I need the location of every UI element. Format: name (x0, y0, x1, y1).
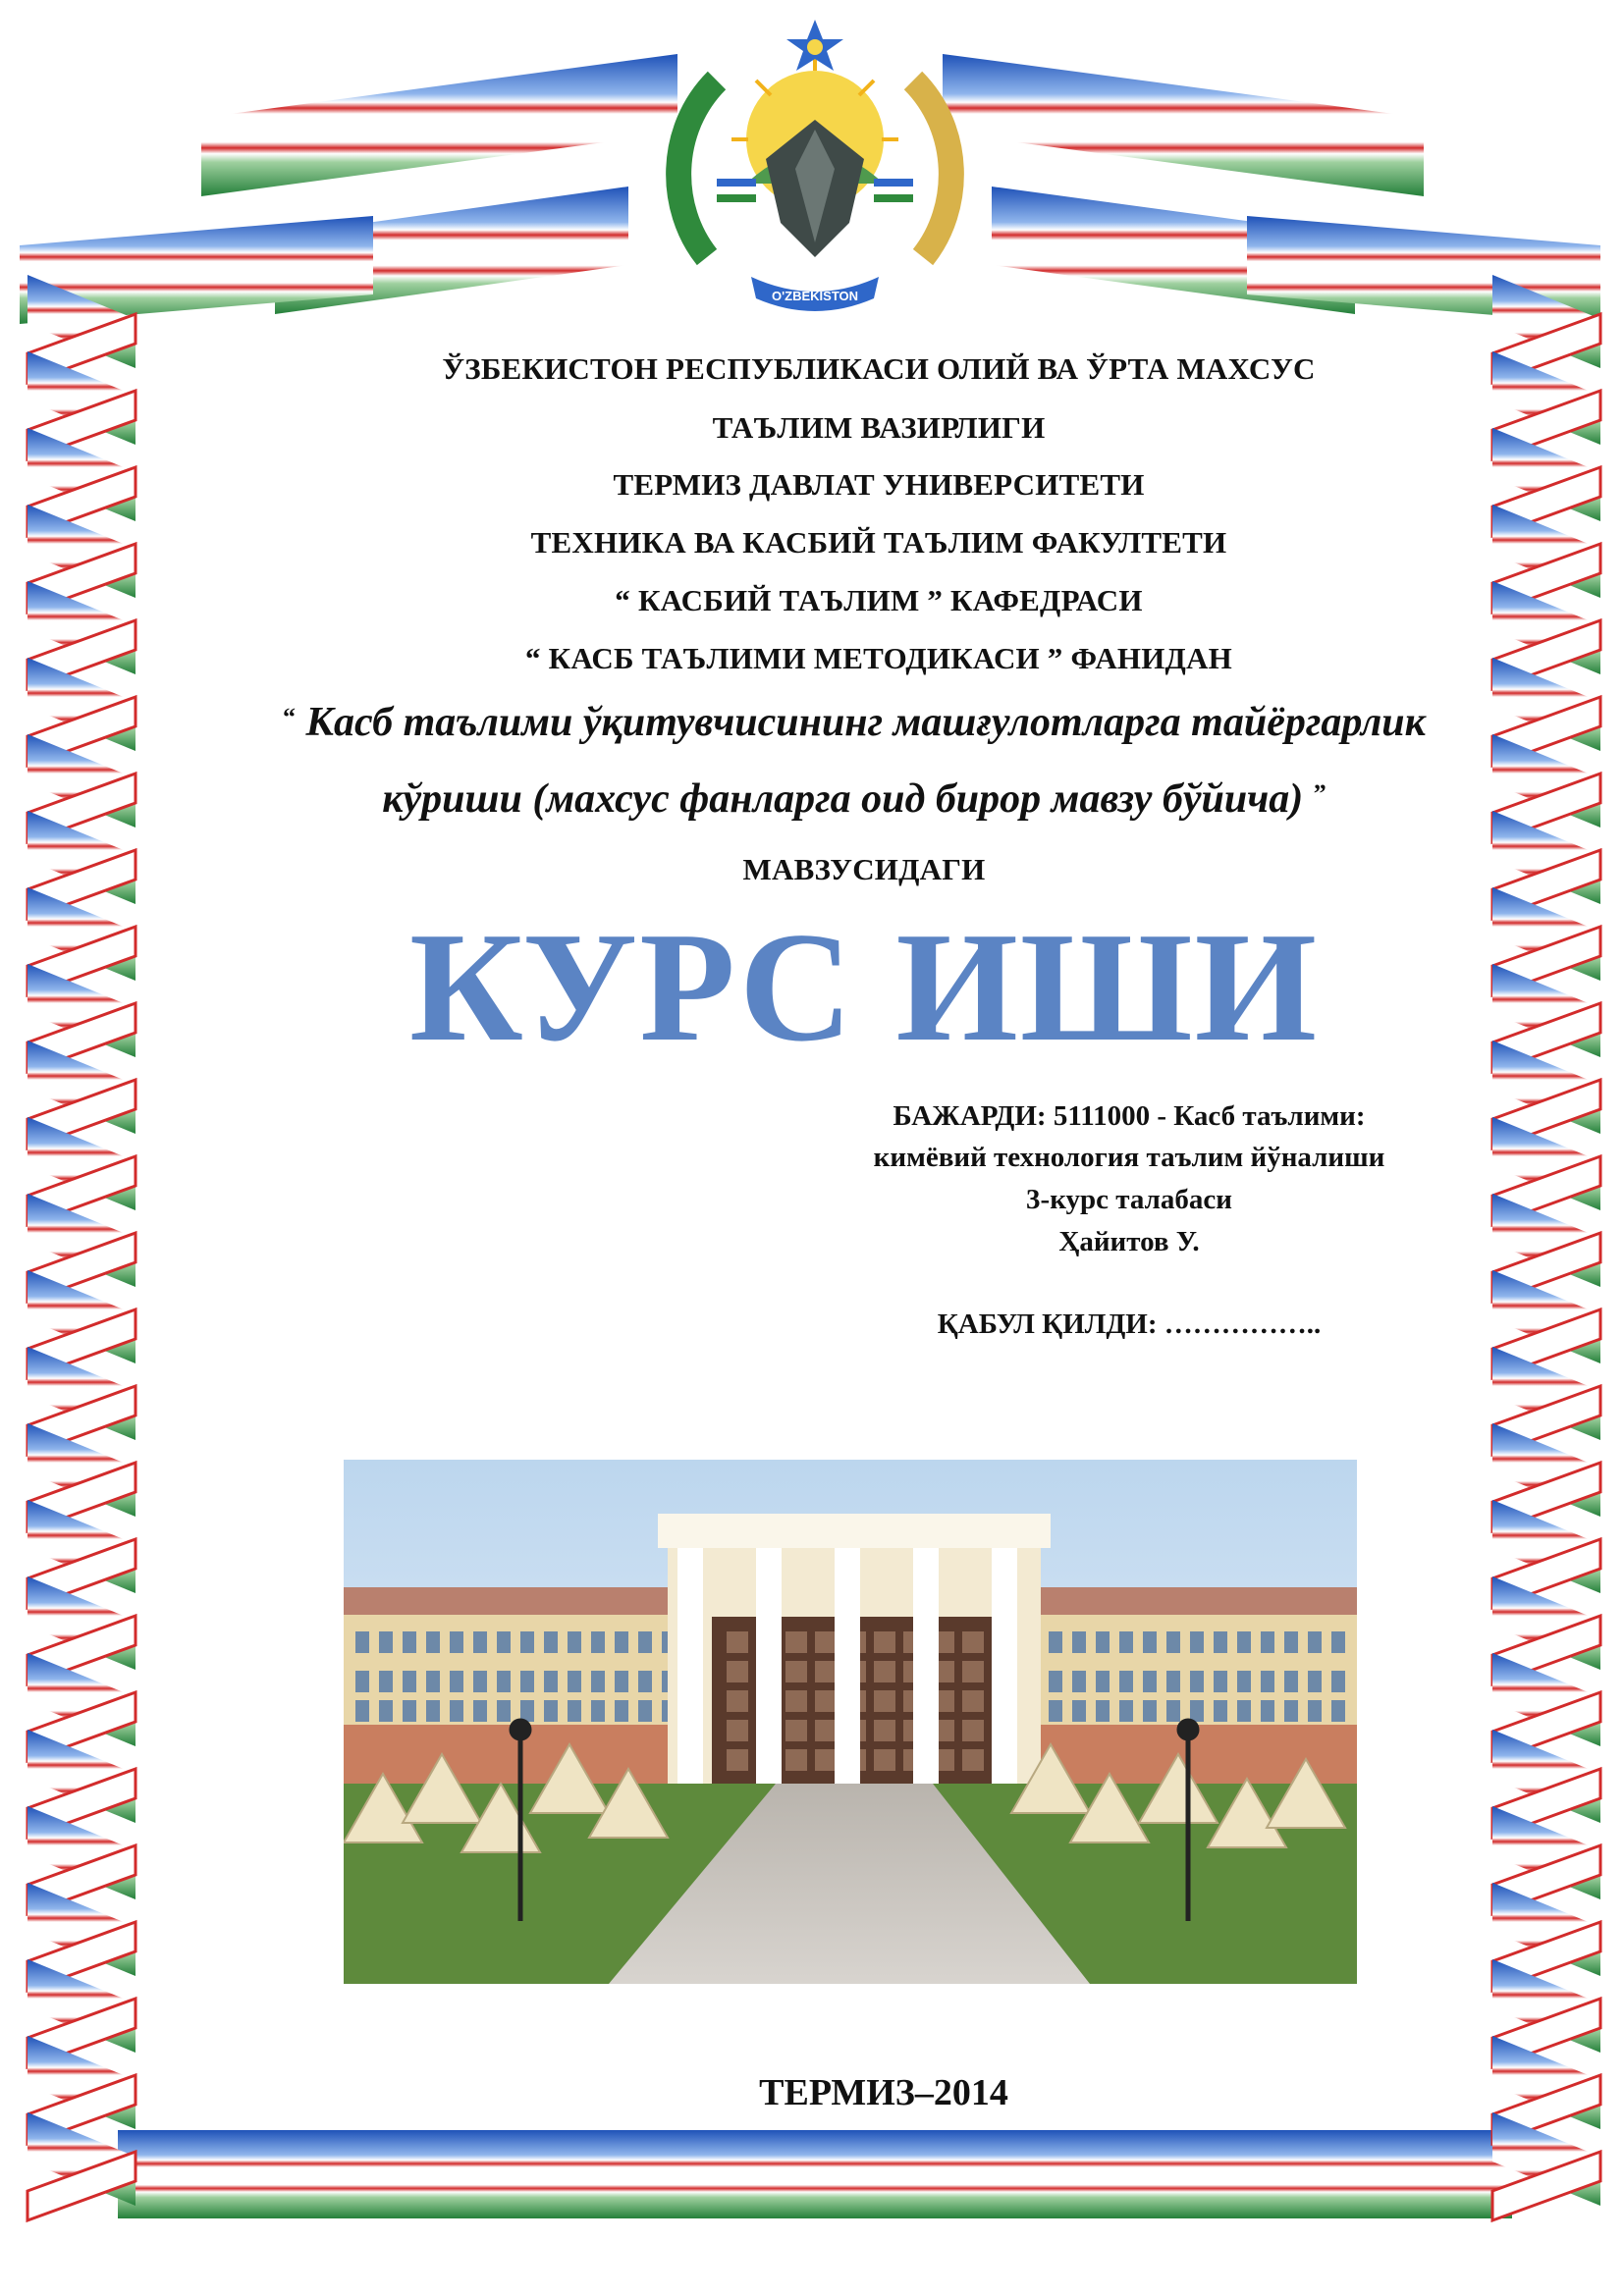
acceptance-line: ҚАБУЛ ҚИЛДИ: …………….. (937, 1308, 1322, 1340)
ministry-line-1: ЎЗБЕКИСТОН РЕСПУБЛИКАСИ ОЛИЙ ВА ЎРТА МАХСУС (442, 351, 1316, 386)
topic-line-1-text: Касб таълими ўқитувчисининг машғулотларга тайёргарлик (305, 700, 1426, 745)
subject-name: “ КАСБ ТАЪЛИМИ МЕТОДИКАСИ ” ФАНИДАН (525, 641, 1232, 675)
bottom-ribbon (118, 2130, 1512, 2218)
topic-close-quote: ” (1313, 779, 1326, 808)
author-line-1: БАЖАРДИ: 5111000 - Касб таълими: (893, 1100, 1366, 1132)
department-name: “ КАСБИЙ ТАЪЛИМ ” КАФЕДРАСИ (615, 583, 1143, 617)
author-line-2: кимёвий технология таълим йўналиши (873, 1142, 1385, 1173)
university-building-photo (344, 1460, 1357, 1984)
university-name: ТЕРМИЗ ДАВЛАТ УНИВЕРСИТЕТИ (613, 467, 1145, 502)
city-year: ТЕРМИЗ–2014 (759, 2072, 1008, 2113)
emblem-ribbon-text: O'ZBEKISTON (771, 289, 859, 303)
state-emblem (648, 12, 982, 341)
topic-open-quote: “ (283, 703, 297, 731)
topic-suffix: МАВЗУСИДАГИ (742, 852, 986, 886)
document-title: КУРС ИШИ (408, 899, 1320, 1074)
ministry-line-2: ТАЪЛИМ ВАЗИРЛИГИ (712, 410, 1046, 445)
right-twisted-ribbon (1492, 275, 1600, 2220)
author-line-3: 3-курс талабаси (1026, 1184, 1232, 1215)
topic-line-2 (236, 775, 1473, 823)
topic-line-1 (236, 699, 1473, 746)
author-name: Ҳайитов У. (1058, 1226, 1200, 1257)
topic-line-2-text: кўриши (махсус фанларга оид бирор мавзу бўйича) (382, 776, 1304, 822)
left-twisted-ribbon (27, 275, 135, 2220)
top-ribbon-left (20, 54, 677, 324)
faculty-name: ТЕХНИКА ВА КАСБИЙ ТАЪЛИМ ФАКУЛТЕТИ (530, 525, 1227, 560)
